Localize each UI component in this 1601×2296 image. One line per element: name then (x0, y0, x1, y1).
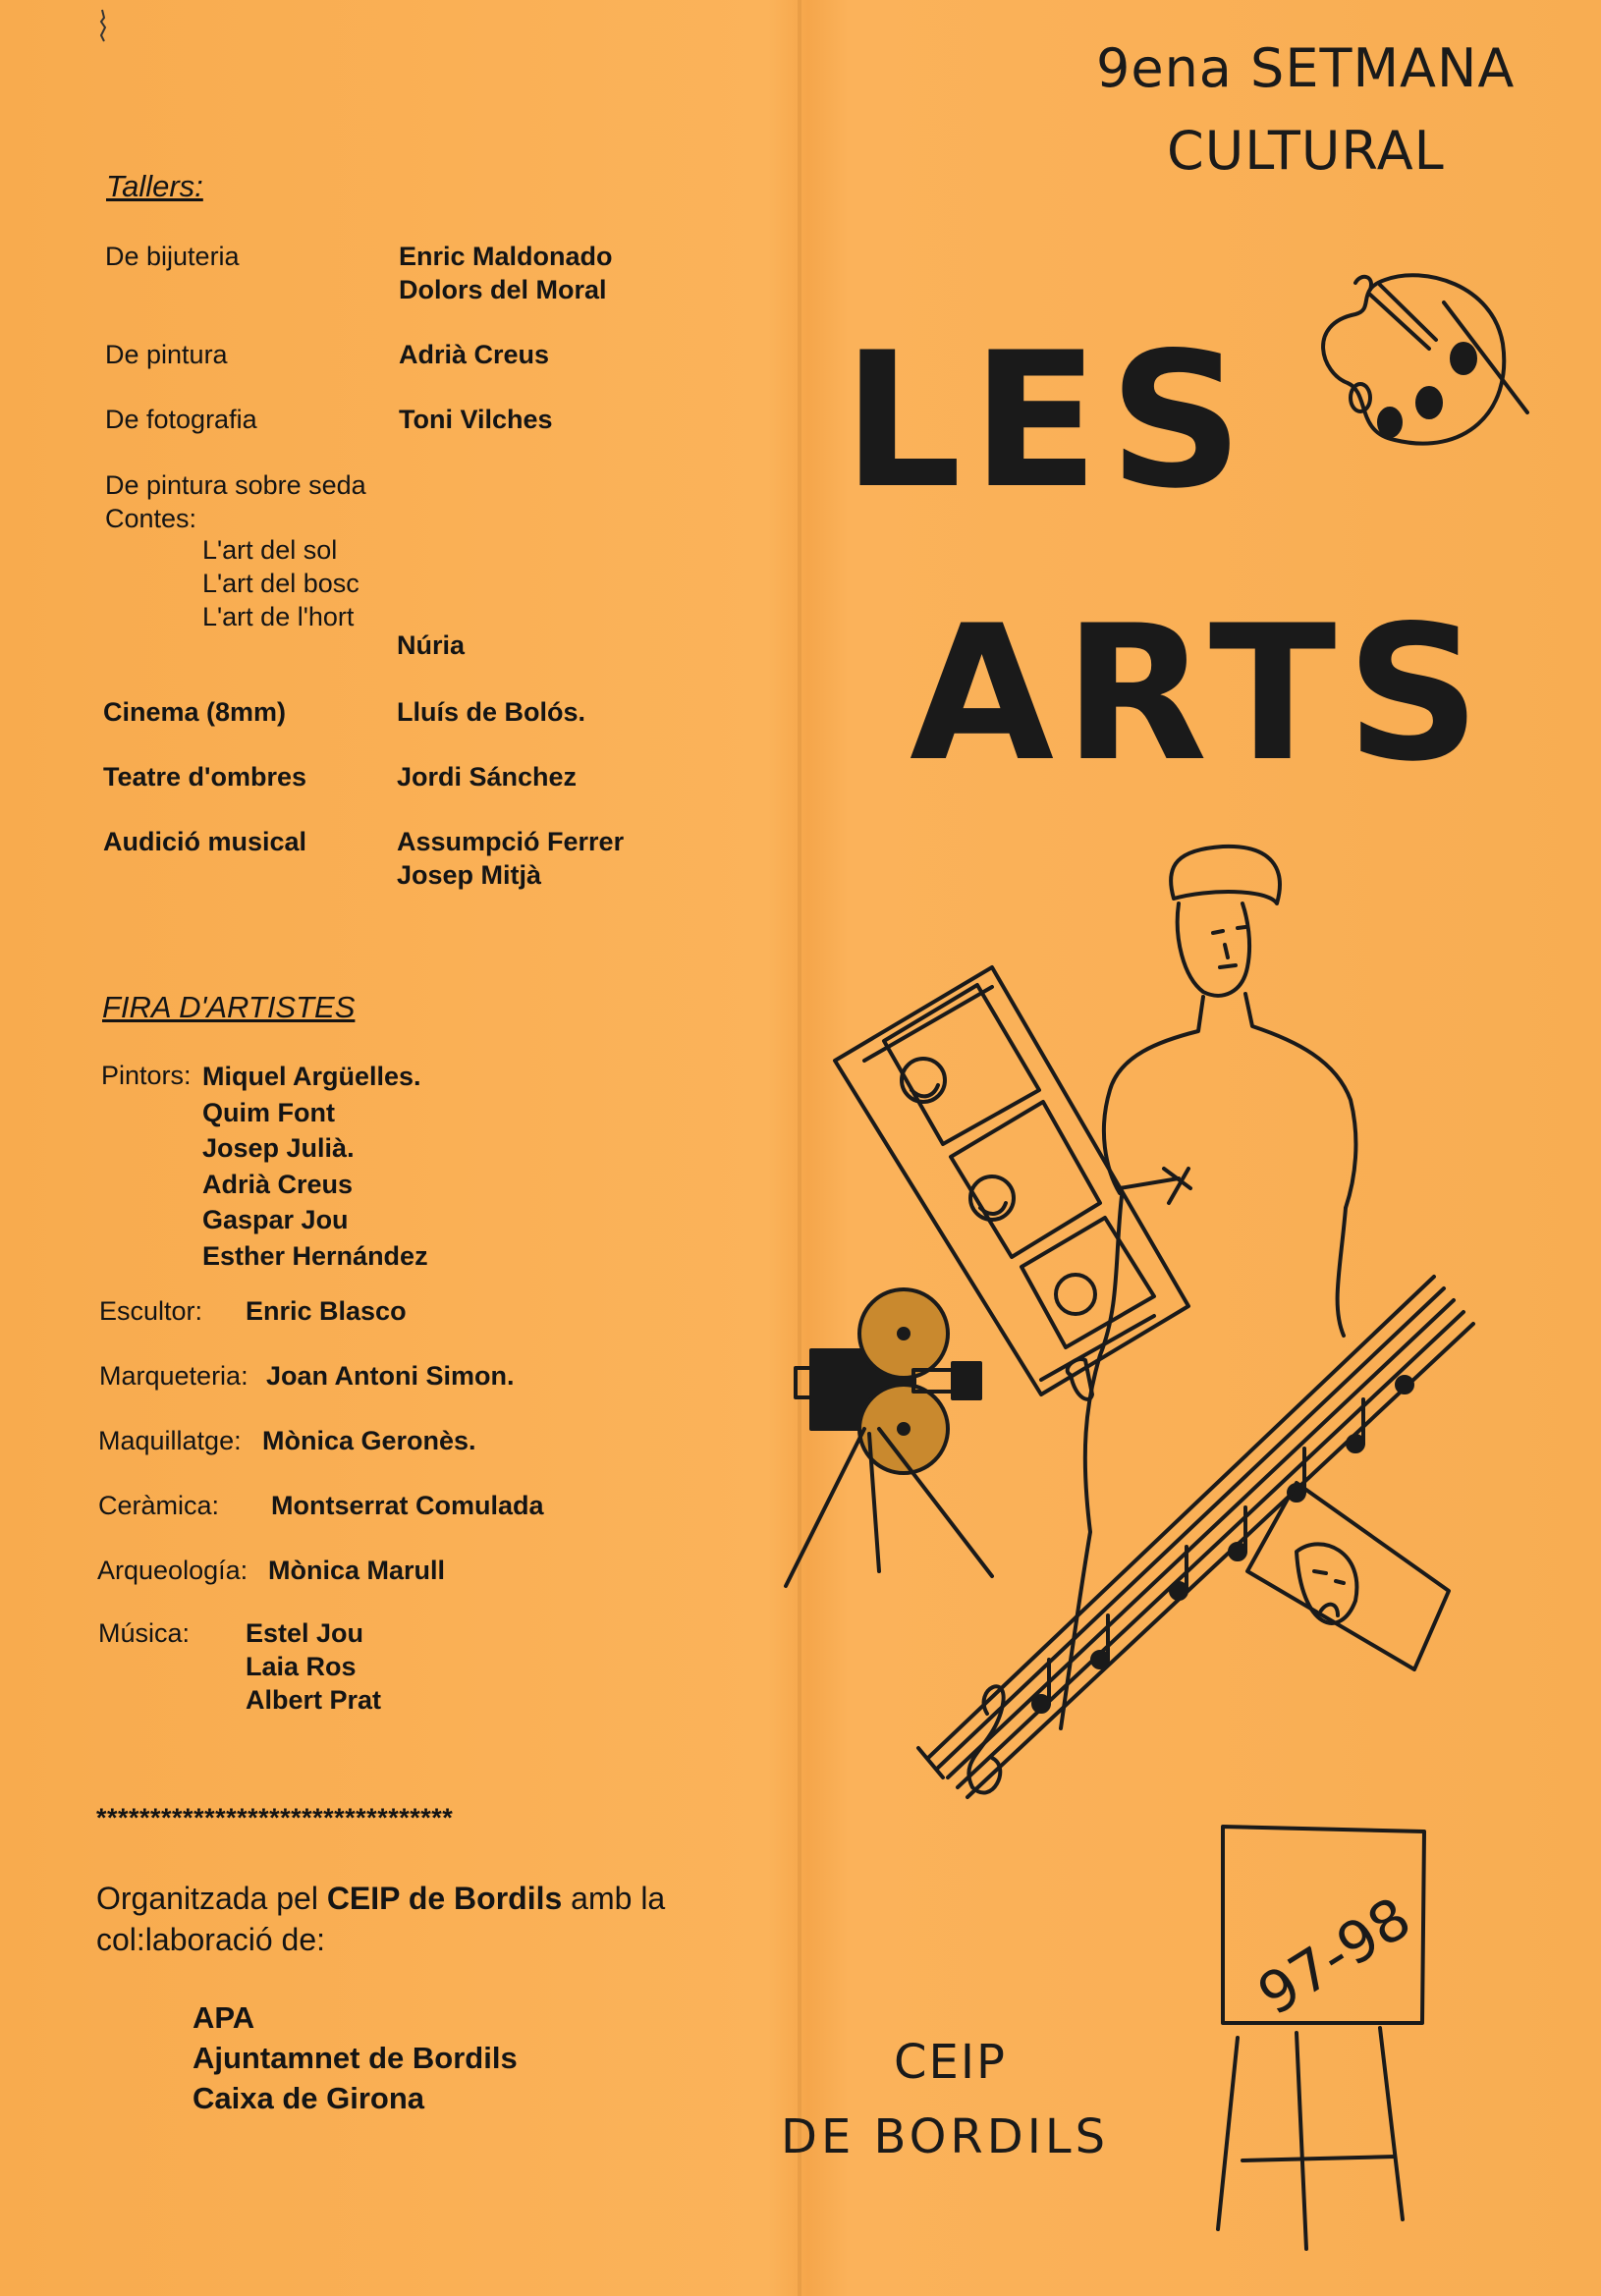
workshop-label: Cinema (8mm) (103, 697, 287, 727)
discipline-label: Maquillatge: (98, 1426, 242, 1455)
ink-speck (95, 8, 109, 47)
organizer-suffix: amb la col:laboració de: (96, 1881, 666, 1957)
workshops-heading: Tallers: (106, 169, 203, 203)
figure-drawing (1061, 847, 1355, 1728)
workshop-leader: Toni Vilches (399, 405, 553, 434)
workshop-label: Teatre d'ombres (103, 762, 306, 792)
cover-illustration (776, 265, 1601, 2288)
artist-names: Montserrat Comulada (271, 1491, 544, 1520)
discipline-label: Música: (98, 1618, 191, 1648)
school-line2: DE BORDILS (781, 2109, 1110, 2164)
workshop-label: De pintura sobre seda Contes: (105, 470, 366, 533)
fair-heading: FIRA D'ARTISTES (102, 990, 356, 1024)
workshop-leader: Enric Maldonado Dolors del Moral (399, 242, 613, 304)
theater-mask-frame-drawing (1247, 1483, 1449, 1669)
cover-title-arts: ARTS (910, 585, 1491, 802)
story-titles: L'art del sol L'art del bosc L'art de l'hort (202, 535, 359, 631)
artist-names: Enric Blasco (246, 1296, 407, 1326)
workshop-label: De pintura (105, 340, 228, 369)
workshop-leader: Assumpció Ferrer Josep Mitjà (397, 827, 625, 890)
discipline-label: Pintors: (101, 1061, 192, 1090)
easel-drawing (1218, 1827, 1424, 2249)
workshop-leader: Adrià Creus (399, 340, 550, 369)
organizer-prefix: Organitzada pel (96, 1881, 327, 1916)
workshop-leader: Jordi Sánchez (397, 762, 578, 792)
organizer-name: CEIP de Bordils (326, 1881, 563, 1916)
cover-subtitle-line1: 9ena SETMANA (1096, 37, 1516, 99)
camera-drawing (786, 1289, 992, 1586)
artist-names: Miquel Argüelles. Quim Font Josep Julià. Adrià Creus Gaspar Jou Esther Hernández (202, 1062, 428, 1271)
workshop-leader: Núria (397, 630, 466, 660)
discipline-label: Arqueología: (97, 1556, 248, 1585)
school-line1: CEIP (894, 2035, 1007, 2090)
cover-subtitle-line2: CULTURAL (1167, 120, 1445, 182)
workshop-label: De bijuteria (105, 242, 240, 271)
sponsor-item: Caixa de Girona (193, 2081, 425, 2115)
sponsor-item: APA (193, 2000, 255, 2035)
organizer-text (96, 1878, 725, 1960)
cover-title-les: LES (843, 312, 1253, 529)
easel-year: 97-98 (1245, 1884, 1422, 2029)
discipline-label: Escultor: (99, 1296, 203, 1326)
discipline-label: Ceràmica: (98, 1491, 220, 1520)
sponsor-list (193, 1997, 518, 2118)
workshop-leader: Lluís de Bolós. (397, 697, 586, 727)
artist-names: Mònica Marull (268, 1556, 446, 1585)
palette-icon (1323, 275, 1527, 443)
workshop-label: De fotografia (105, 405, 257, 434)
music-staff-drawing (918, 1277, 1473, 1797)
artist-names: Mònica Geronès. (262, 1426, 476, 1455)
discipline-label: Marqueteria: (99, 1361, 248, 1391)
artist-names: Joan Antoni Simon. (266, 1361, 515, 1391)
workshop-label: Audició musical (103, 827, 307, 856)
sponsor-item: Ajuntamnet de Bordils (193, 2041, 518, 2075)
artist-names: Estel Jou Laia Ros Albert Prat (246, 1618, 382, 1715)
separator-stars: ********************************* (96, 1803, 454, 1832)
